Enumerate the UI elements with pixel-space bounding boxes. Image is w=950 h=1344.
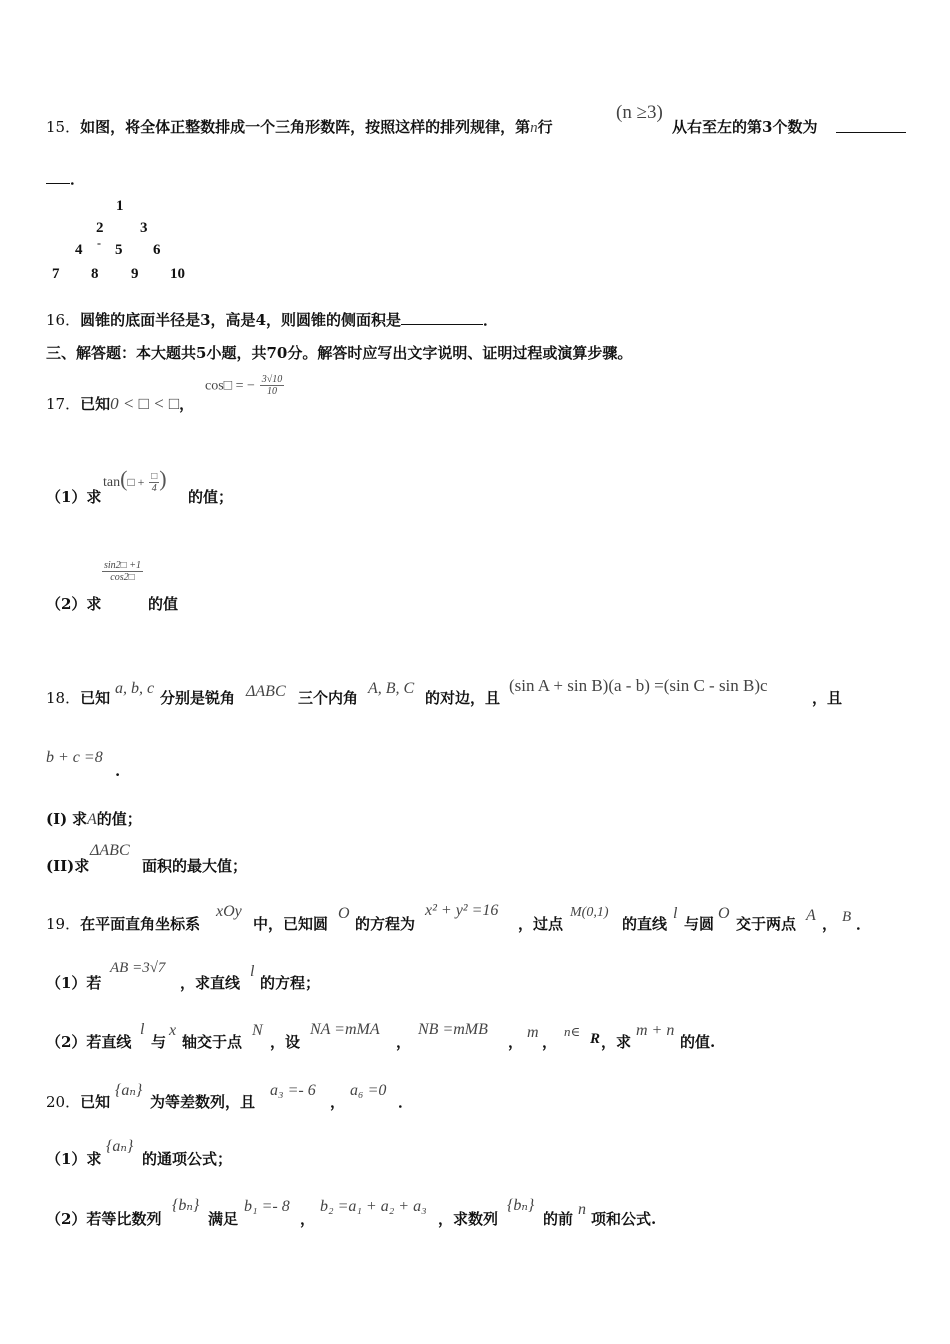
q17-part2-frac: $\frac{\sin 2□ +1}{\cos 2□}$: [104, 560, 141, 583]
q18-part2-tri: ΔABC: [90, 842, 130, 859]
q19-number: 19．: [46, 915, 81, 933]
q19-part2: （2）若直线: [46, 1033, 132, 1051]
q18-line: 18．已知: [46, 689, 111, 707]
q19-line: 19．在平面直角坐标系: [46, 915, 201, 933]
q20-line: 20．已知: [46, 1093, 111, 1111]
q18-eq2: b + c =8: [46, 749, 103, 766]
tri-cell: 3: [140, 220, 148, 236]
tri-cell: 5: [115, 242, 123, 258]
q17-part2-tail: 的值: [148, 595, 179, 613]
section-3-header: 三、解答题：本大题共5小题，共70分。解答时应写出文字说明、证明过程或演算步骤。: [46, 344, 633, 362]
q16-answer-blank: [401, 310, 483, 325]
tri-cell: 9: [131, 266, 139, 282]
q20-part1: （1）求: [46, 1150, 102, 1168]
q19-part2-eq1: NA =mMA: [310, 1021, 380, 1038]
q15-answer-blank-cont: ．: [46, 168, 85, 189]
q15-condition: (n ≥3): [616, 102, 663, 123]
q16-height: 4: [255, 311, 266, 329]
q17-part1-tail: 的值；: [188, 488, 234, 506]
q15-number: 15．: [46, 118, 81, 136]
q15-answer-blank: [836, 118, 906, 133]
tri-cell: 7: [52, 266, 60, 282]
q18-number: 18．: [46, 689, 81, 707]
q16-number: 16．: [46, 311, 81, 329]
q16-line: 16．圆锥的底面半径是3，高是4，则圆锥的侧面积是 ．: [46, 311, 499, 329]
tri-cell: 4: [75, 242, 83, 258]
q20-b1: b₁ =- 8: [244, 1198, 290, 1215]
q20-a3: a₃ =- 6: [270, 1082, 316, 1099]
tri-cell: 10: [170, 266, 185, 282]
q20-number: 20．: [46, 1093, 81, 1111]
q15-n-var: n: [530, 120, 538, 136]
tri-cell: 1: [116, 198, 124, 214]
q17-range: 0 < □ < □: [110, 394, 180, 413]
q15-ordinal: 3: [762, 118, 773, 136]
q17-part1: （1）求: [46, 488, 102, 506]
q18-part2: (II)求: [46, 857, 90, 875]
tri-cell: 8: [91, 266, 99, 282]
q15-text-a: 如图，将全体正整数排成一个三角形数阵，按照这样的排列规律，第: [80, 118, 531, 136]
q18-vars: a, b, c: [115, 680, 155, 697]
q18-angles: A, B, C: [368, 680, 415, 697]
tri-dash: -: [97, 236, 101, 250]
q17-line: 17．已知0 < □ < □，: [46, 394, 195, 413]
q19-point: M(0,1): [570, 905, 609, 920]
q15-text-c-line: 从右至左的第3个数为: [672, 118, 818, 136]
q19-part1: （1）若: [46, 974, 102, 992]
q17-cos-expr: cos□ = − $\frac{3√10}{10}$: [205, 374, 283, 397]
q16-radius: 3: [200, 311, 211, 329]
q20-a6: a₆ =0: [350, 1082, 387, 1099]
q19-circle-eq: x² + y² =16: [425, 902, 499, 919]
q20-part2: （2）若等比数列: [46, 1210, 162, 1228]
q18-triangle: ΔABC: [246, 683, 286, 700]
q17-number: 17．: [46, 395, 81, 413]
q18-eq2-line: [46, 748, 103, 767]
tri-cell: 6: [153, 242, 161, 258]
q15-text-b: 行: [537, 118, 553, 136]
q18-part1: (I) 求A的值；: [46, 810, 142, 828]
tri-cell: 2: [96, 220, 104, 236]
q20-seq: {aₙ}: [115, 1082, 143, 1099]
q15-line: [46, 116, 553, 137]
q18-equation: (sin A + sin B)(a - b) =(sin C - sin B)c: [509, 676, 768, 695]
q17-part2: （2）求: [46, 595, 102, 613]
q19-part1-eq: AB =3√7: [110, 960, 166, 976]
q20-b2: b₂ =a₁ + a₂ + a₃: [320, 1198, 427, 1215]
q17-part1-expr: tan(□ + $\frac{□}{4}$ ): [103, 466, 167, 494]
q19-part2-eq2: NB =mMB: [418, 1021, 488, 1038]
